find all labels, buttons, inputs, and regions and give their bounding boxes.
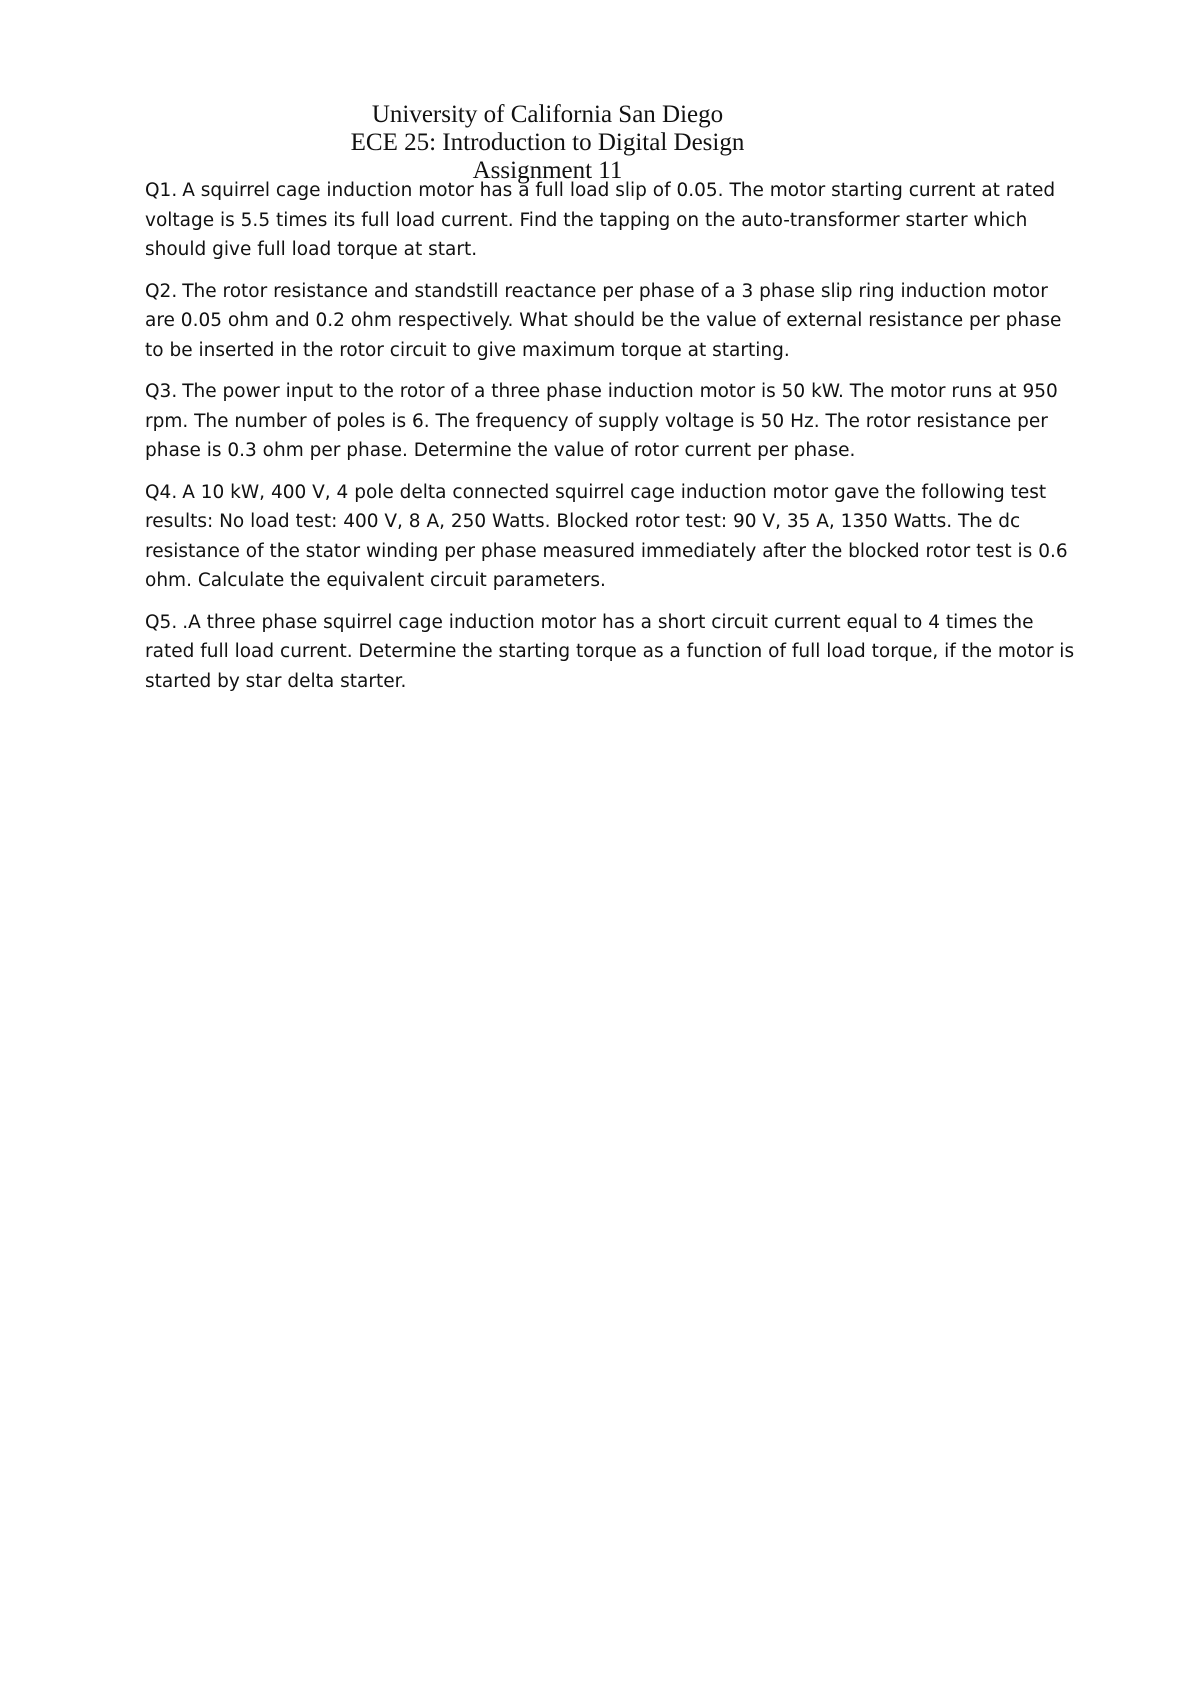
question-text: The power input to the rotor of a three phase induction motor is 50 kW. The motor runs at 950 rpm. The number of poles is 6. The frequency of supply voltage is 50 Hz. The rotor resistance per phase is 0.3 ohm per phase. Determine the value of rotor current per phase. (145, 381, 1058, 461)
question-number: Q4. (145, 481, 178, 503)
question-3 (145, 377, 1075, 466)
question-number: Q2. (145, 280, 178, 302)
question-text: The rotor resistance and standstill reactance per phase of a 3 phase slip ring induction motor are 0.05 ohm and 0.2 ohm respectively. What should be the value of external resistance per phase to be inserted in the rotor circuit to give maximum torque at starting. (145, 280, 1062, 361)
question-1 (145, 176, 1075, 265)
question-4 (145, 478, 1075, 596)
question-number: Q3. (145, 381, 178, 402)
course-title: ECE 25: Introduction to Digital Design (350, 129, 745, 156)
question-text: A 10 kW, 400 V, 4 pole delta connected squirrel cage induction motor gave the following test results: No load test: 400 V, 8 A, 250 Watts. Blocked rotor test: 90 V, 35 A, 1350 Watts. The dc resistance of the stator winding per phase measured immediately after the blocked rotor test is 0.6 ohm. Calculate the equivalent circuit parameters. (145, 481, 1068, 591)
question-2 (145, 277, 1075, 366)
document-header (0, 101, 1095, 185)
question-number: Q1. (145, 180, 178, 201)
question-text: A squirrel cage induction motor has a full load slip of 0.05. The motor starting current at rated voltage is 5.5 times its full load current. Find the tapping on the auto-transformer starter which should give full load torque at start. (145, 180, 1056, 260)
question-list (145, 176, 1075, 708)
assignment-title: Assignment 11 (472, 157, 623, 184)
question-5 (145, 608, 1075, 697)
university-title: University of California San Diego (371, 101, 724, 128)
question-number: Q5. (145, 611, 178, 633)
question-text: .A three phase squirrel cage induction motor has a short circuit current equal to 4 times the rated full load current. Determine the starting torque as a function of full load torque, if the motor is started by star delta starter. (145, 611, 1075, 692)
